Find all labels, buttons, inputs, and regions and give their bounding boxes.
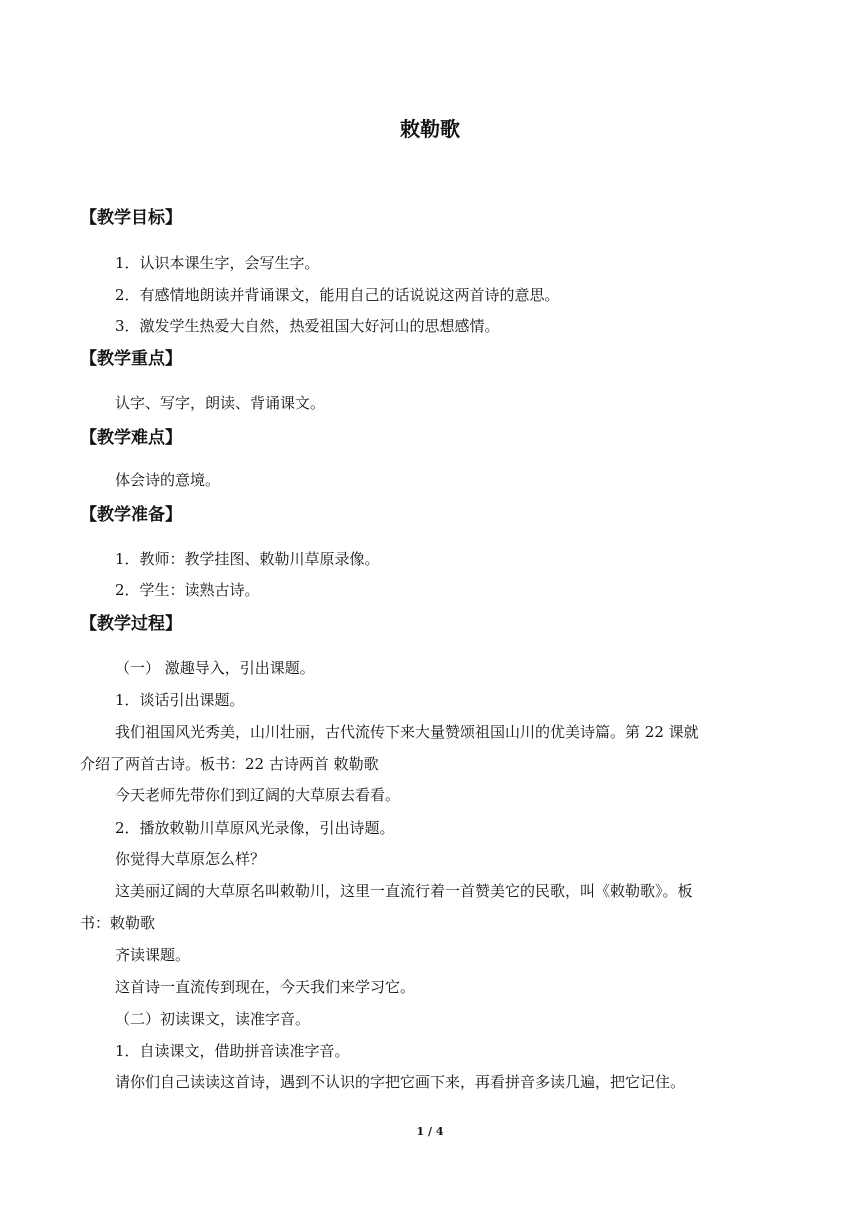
key-point-item-1: 认字、写字，朗读、背诵课文。: [115, 394, 326, 412]
process-line-6: 2．播放敕勒川草原风光录像，引出诗题。: [115, 819, 395, 837]
process-line-3: 我们祖国风光秀美，山川壮丽，古代流传下来大量赞颂祖国山川的优美诗篇。第 22 课就: [115, 723, 699, 741]
process-line-14: 请你们自己读读这首诗，遇到不认识的字把它画下来，再看拼音多读几遍，把它记住。: [115, 1073, 686, 1091]
heading-process: 【教学过程】: [80, 614, 182, 634]
process-line-1: （一） 激趣导入，引出课题。: [115, 659, 315, 677]
heading-difficulties: 【教学难点】: [80, 428, 182, 448]
goal-item-2: 2．有感情地朗读并背诵课文，能用自己的话说说这两首诗的意思。: [115, 286, 560, 304]
process-line-7: 你觉得大草原怎么样？: [115, 850, 266, 868]
process-line-10: 齐读课题。: [115, 946, 191, 964]
process-line-9: 书：敕勒歌: [80, 914, 156, 932]
process-line-8: 这美丽辽阔的大草原名叫敕勒川，这里一直流行着一首赞美它的民歌，叫《敕勒歌》。板: [115, 882, 693, 900]
document-title: 敕勒歌: [400, 117, 460, 141]
heading-preparation: 【教学准备】: [80, 505, 182, 525]
goal-item-1: 1．认识本课生字，会写生字。: [115, 254, 320, 272]
goal-item-3: 3．激发学生热爱大自然，热爱祖国大好河山的思想感情。: [115, 317, 500, 335]
process-line-12: （二）初读课文，读准字音。: [115, 1010, 311, 1028]
heading-key-points: 【教学重点】: [80, 349, 182, 369]
page-number: 1 / 4: [416, 1125, 444, 1138]
preparation-item-1: 1．教师：教学挂图、敕勒川草原录像。: [115, 550, 380, 568]
heading-teaching-goals: 【教学目标】: [80, 208, 182, 228]
process-line-13: 1．自读课文，借助拼音读准字音。: [115, 1042, 350, 1060]
difficulty-item-1: 体会诗的意境。: [115, 471, 221, 489]
preparation-item-2: 2．学生：读熟古诗。: [115, 581, 260, 599]
process-line-4: 介绍了两首古诗。板书：22 古诗两首 敕勒歌: [80, 755, 379, 773]
process-line-11: 这首诗一直流传到现在，今天我们来学习它。: [115, 978, 416, 996]
process-line-5: 今天老师先带你们到辽阔的大草原去看看。: [115, 786, 401, 804]
process-line-2: 1．谈话引出课题。: [115, 691, 245, 709]
